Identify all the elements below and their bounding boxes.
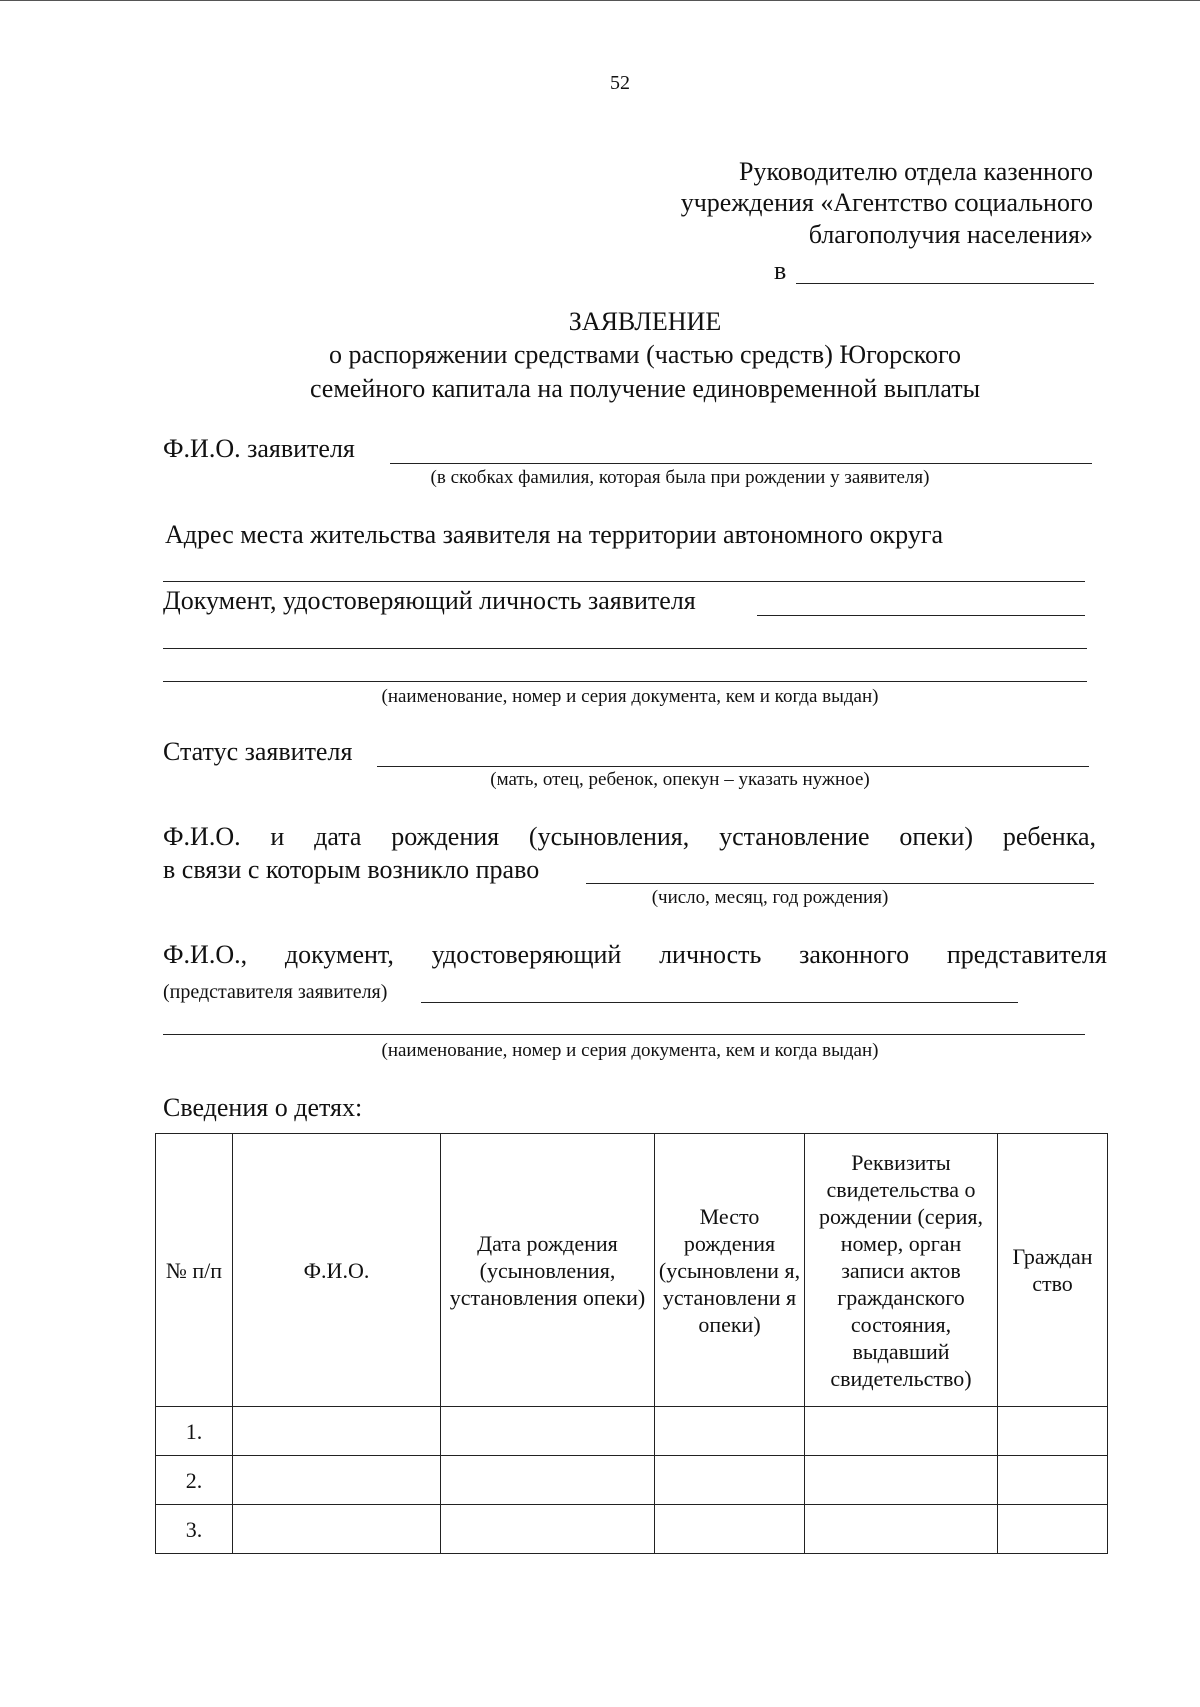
table-row <box>156 1505 1108 1554</box>
cell-birth-place[interactable] <box>655 1407 805 1456</box>
cell-citizenship[interactable] <box>998 1407 1108 1456</box>
row-number: 1. <box>156 1407 233 1456</box>
id-document-field[interactable] <box>757 615 1085 616</box>
status-label: Статус заявителя <box>163 737 353 766</box>
id-document-caption: (наименование, номер и серия документа, кем и когда выдан) <box>381 686 879 707</box>
cell-fio[interactable] <box>233 1456 441 1505</box>
id-document-label: Документ, удостоверяющий личность заявителя <box>163 586 696 615</box>
representative-field[interactable] <box>421 1002 1018 1003</box>
cell-birth-date[interactable] <box>441 1456 655 1505</box>
applicant-fio-caption: (в скобках фамилия, которая была при рождении у заявителя) <box>430 467 930 488</box>
page-number: 52 <box>610 72 630 94</box>
representative-caption: (наименование, номер и серия документа, кем и когда выдан) <box>381 1040 879 1061</box>
cell-birth-date[interactable] <box>441 1505 655 1554</box>
address-field[interactable] <box>163 581 1085 582</box>
cell-birth-place[interactable] <box>655 1505 805 1554</box>
id-document-field-line-3[interactable] <box>163 681 1087 682</box>
representative-label-line-2: (представителя заявителя) <box>163 981 388 1003</box>
header-birth-date: Дата рождения (усыновления, установления опеки) <box>441 1134 655 1407</box>
cell-birth-place[interactable] <box>655 1456 805 1505</box>
status-field[interactable] <box>377 766 1089 767</box>
header-number: № п/п <box>156 1134 233 1407</box>
addressee-line-2: учреждения «Агентство социального <box>680 188 1093 217</box>
header-citizenship: Граждан ство <box>998 1134 1108 1407</box>
document-subtitle-2: семейного капитала на получение единовременной выплаты <box>309 374 981 403</box>
header-certificate-details: Реквизиты свидетельства о рождении (серия, номер, орган записи актов гражданского состояния, выдавший свидетельство) <box>805 1134 998 1407</box>
addressee-in-prefix: в <box>774 256 787 285</box>
applicant-fio-field[interactable] <box>390 463 1092 464</box>
header-fio: Ф.И.О. <box>233 1134 441 1407</box>
id-document-field-line-2[interactable] <box>163 648 1087 649</box>
row-number: 3. <box>156 1505 233 1554</box>
addressee-line-3: благополучия населения» <box>808 220 1093 249</box>
top-edge-line <box>0 0 1200 1</box>
header-birth-place: Место рождения (усыновлени я, установлени я опеки) <box>655 1134 805 1407</box>
cell-certificate-details[interactable] <box>805 1505 998 1554</box>
table-row <box>156 1407 1108 1456</box>
cell-citizenship[interactable] <box>998 1505 1108 1554</box>
cell-birth-date[interactable] <box>441 1407 655 1456</box>
child-info-caption: (число, месяц, год рождения) <box>651 887 889 908</box>
addressee-line-1: Руководителю отдела казенного <box>739 157 1093 186</box>
child-info-field[interactable] <box>586 883 1094 884</box>
document-subtitle-1: о распоряжении средствами (частью средств) Югорского <box>329 340 961 369</box>
cell-certificate-details[interactable] <box>805 1407 998 1456</box>
addressee-in-field[interactable] <box>796 283 1094 284</box>
children-table-header-row <box>156 1134 1108 1407</box>
representative-field-line-2[interactable] <box>163 1034 1085 1035</box>
cell-certificate-details[interactable] <box>805 1456 998 1505</box>
cell-fio[interactable] <box>233 1505 441 1554</box>
row-number: 2. <box>156 1456 233 1505</box>
cell-citizenship[interactable] <box>998 1456 1108 1505</box>
child-info-label-line-2: в связи с которым возникло право <box>163 855 540 884</box>
children-section-label: Сведения о детях: <box>163 1093 363 1122</box>
document-heading: ЗАЯВЛЕНИЕ <box>568 307 722 336</box>
child-info-label-line-1: Ф.И.О. и дата рождения (усыновления, установление опеки) ребенка, <box>163 822 1096 851</box>
status-caption: (мать, отец, ребенок, опекун – указать нужное) <box>490 769 870 790</box>
address-label: Адрес места жительства заявителя на территории автономного округа <box>165 520 944 549</box>
applicant-fio-label: Ф.И.О. заявителя <box>163 434 355 463</box>
table-row <box>156 1456 1108 1505</box>
representative-label-line-1: Ф.И.О., документ, удостоверяющий личность законного представителя <box>163 940 1107 969</box>
children-table <box>155 1133 1108 1554</box>
cell-fio[interactable] <box>233 1407 441 1456</box>
